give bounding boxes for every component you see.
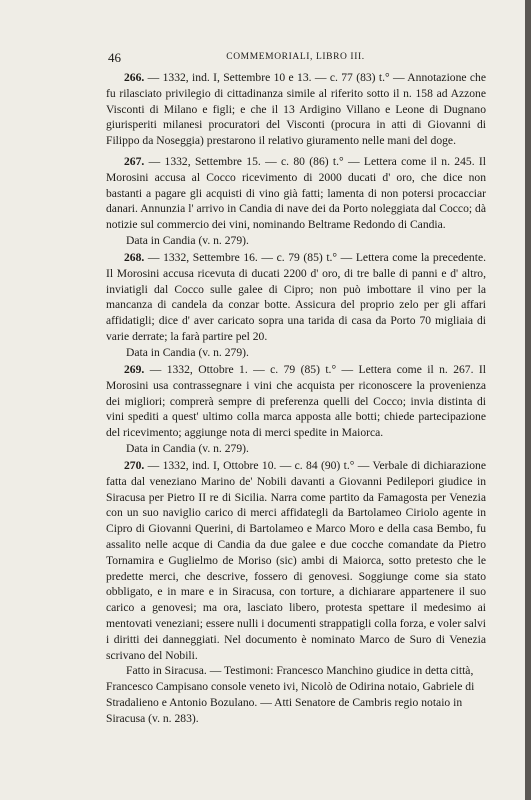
entry-number: 270. [124, 459, 145, 472]
entry-number: 266. [124, 71, 145, 84]
entry-text: 266. — 1332, ind. I, Settembre 10 e 13. — c. 77 (83) t.° — Annotazione che fu rilasciato privilegio di cittadinanza simile al riferito sotto il n. 158 ad Azzone Visconti di Milano e figli; e che il 13 Ardigino Villano e Leone di Dugnano giurisperiti milanesi procuratori del Visconti (procura in atti di Giovanni di Filippo da Noseggia) prestarono il relativo giuramento nelle mani del doge. [106, 71, 486, 148]
entry-number: 267. [124, 155, 145, 168]
entry-dating: Data in Candia (v. n. 279). [126, 233, 249, 247]
entry-text: 267. — 1332, Settembre 15. — c. 80 (86) t.° — Lettera come il n. 245. Il Morosini accusa al Cocco ricevimento di 2000 ducati d' oro, che dice non bastanti a pagare gli acquisti di vino già fatti; lamenta di non potersi procacciar danari. Annunzia l' arrivo in Candia di nave dei da Porto noleggiata dal Cocco; dà notizie sul commercio dei vini, nominando Beltrame Redondo di Candia. [106, 155, 486, 232]
entry-dating: Data in Candia (v. n. 279). [126, 441, 249, 455]
entry-text: 268. — 1332, Settembre 16. — c. 79 (85) t.° — Lettera come la precedente. Il Morosini accusa ricevuta di ducati 2200 d' oro, di tre balle di panni e d' altro, inviatigli dal Cocco sulle galee di Cipro; non può imbottare il vino per la mancanza di candela da conzar botte. Assicura del proprio zelo per gli affari affidatigli; dice d' aver caricato sopra una tarida di casa da Porto 70 migliaia di varie derrate; la farà partire pel 20. [106, 251, 486, 343]
running-title: COMMEMORIALI, LIBRO III. [226, 52, 365, 62]
entry-266 [106, 70, 486, 149]
page-edge-shadow [525, 0, 531, 800]
entry-270 [106, 458, 486, 727]
entry-269 [106, 362, 486, 457]
entry-number: 268. [124, 251, 145, 264]
entry-text: 269. — 1332, Ottobre 1. — c. 79 (85) t.° — Lettera come il n. 267. Il Morosini usa contrassegnare i vini che acquista per riconoscere la provenienza dei migliori; comprerà sempre di preferenza quelli del Cocco; invia distinta di vini spediti a quest' ultimo colla marca apposta alle botti; chiede partecipazione del ricevimento; aggiunge nota di merci spedite in Maiorca. [106, 363, 486, 440]
page-number: 46 [108, 50, 121, 65]
entry-dating: Data in Candia (v. n. 279). [126, 345, 249, 359]
page-header [108, 50, 483, 66]
entry-number: 269. [124, 363, 145, 376]
entry-267 [106, 154, 486, 249]
entry-dating: Fatto in Siracusa. — Testimoni: Francesco Manchino giudice in detta città, Francesco Campisano console veneto ivi, Nicolò de Odirina notaio, Gabriele di Stradalieno e Antonio Bozulano. — Atti Senatore de Cambris regio notaio in Siracusa (v. n. 283). [106, 664, 475, 725]
entry-text: 270. — 1332, ind. I, Ottobre 10. — c. 84 (90) t.° — Verbale di dichiarazione fatta dal veneziano Marino de' Nobili davanti a Giovanni Pedilepori giudice in Siracusa per Pietro II re di Sicilia. Narra come partito da Famagosta per Venezia con un suo naviglio carico di merci affidategli da Bartolameo Ciriolo agente in Cipro di Giovanni Querini, di Bartolameo e Marco Moro e della casa Bembo, fu assalito nelle acque di Candia da due galee e due cocche comandate da Pietro Tornamira e Guglielmo de Moriso (sic) ambi di Maiorca, sotto pretesto che le predette merci, che descrive, fossero di genovesi. Soggiunge come sia stato obbligato, e in mare e in Siracusa, con torture, a dichiarare appartenere il suo carico a genovesi; ma ora, lasciato libero, protesta spettare il medesimo ai mentovati veneziani; essere nulli i documenti strappatigli colla forza, e voler salvi i diritti dei danneggiati. Nel documento è nominato Marco de Suro di Venezia scrivano del Nobili. [106, 459, 486, 662]
entry-268 [106, 250, 486, 361]
